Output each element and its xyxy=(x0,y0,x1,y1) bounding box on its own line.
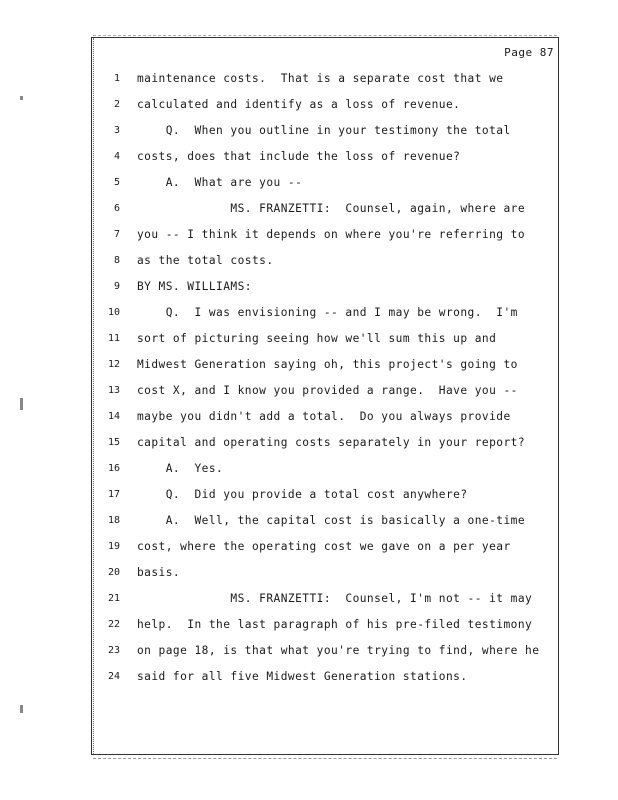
line-number: 8 xyxy=(113,255,120,266)
line-text: capital and operating costs separately in your report? xyxy=(137,436,526,449)
transcript-line xyxy=(0,514,618,540)
transcript-line xyxy=(0,176,618,202)
transcript-line xyxy=(0,124,618,150)
line-number: 13 xyxy=(107,385,120,396)
line-text: calculated and identify as a loss of revenue. xyxy=(137,98,461,111)
transcript-line xyxy=(0,72,618,98)
line-text: as the total costs. xyxy=(137,254,274,267)
line-number: 6 xyxy=(113,203,120,214)
transcript-line xyxy=(0,670,618,696)
line-text: A. Yes. xyxy=(137,462,224,475)
transcript-line xyxy=(0,618,618,644)
transcript-line xyxy=(0,436,618,462)
transcript-line xyxy=(0,306,618,332)
transcript-line xyxy=(0,150,618,176)
line-text: Q. When you outline in your testimony the total xyxy=(137,124,511,137)
transcript-line xyxy=(0,228,618,254)
transcript-line xyxy=(0,592,618,618)
transcript-line xyxy=(0,202,618,228)
transcript-line xyxy=(0,644,618,670)
line-text: you -- I think it depends on where you're referring to xyxy=(137,228,526,241)
line-number: 9 xyxy=(113,281,120,292)
line-text: said for all five Midwest Generation stations. xyxy=(137,670,468,683)
line-number: 7 xyxy=(113,229,120,240)
line-number: 24 xyxy=(107,671,120,682)
line-text: Q. I was envisioning -- and I may be wrong. I'm xyxy=(137,306,518,319)
line-number: 12 xyxy=(107,359,120,370)
line-text: Midwest Generation saying oh, this project's going to xyxy=(137,358,518,371)
line-number: 2 xyxy=(113,99,120,110)
line-number: 1 xyxy=(113,73,120,84)
line-number: 3 xyxy=(113,125,120,136)
transcript-line xyxy=(0,410,618,436)
line-text: sort of picturing seeing how we'll sum this up and xyxy=(137,332,497,345)
line-number: 15 xyxy=(107,437,120,448)
transcript-line xyxy=(0,462,618,488)
transcript-line xyxy=(0,566,618,592)
line-text: maybe you didn't add a total. Do you always provide xyxy=(137,410,511,423)
line-text: A. Well, the capital cost is basically a one-time xyxy=(137,514,526,527)
line-number: 23 xyxy=(107,645,120,656)
line-number: 11 xyxy=(107,333,120,344)
transcript-line xyxy=(0,384,618,410)
line-text: BY MS. WILLIAMS: xyxy=(137,280,252,293)
line-number: 17 xyxy=(107,489,120,500)
line-text: MS. FRANZETTI: Counsel, I'm not -- it may xyxy=(137,592,533,605)
line-text: A. What are you -- xyxy=(137,176,303,189)
line-text: MS. FRANZETTI: Counsel, again, where are xyxy=(137,202,526,215)
line-number: 4 xyxy=(113,151,120,162)
scan-mark-bottom xyxy=(20,705,23,713)
transcript-line xyxy=(0,98,618,124)
transcript-line xyxy=(0,254,618,280)
transcript-line xyxy=(0,280,618,306)
line-text: maintenance costs. That is a separate cost that we xyxy=(137,72,504,85)
line-number: 19 xyxy=(107,541,120,552)
line-number: 14 xyxy=(107,411,120,422)
transcript-line xyxy=(0,332,618,358)
line-text: cost X, and I know you provided a range. Have you -- xyxy=(137,384,518,397)
line-text: on page 18, is that what you're trying to find, where he xyxy=(137,644,540,657)
line-number: 20 xyxy=(107,567,120,578)
line-number: 21 xyxy=(107,593,120,604)
scan-bottom-edge xyxy=(93,758,557,759)
line-text: help. In the last paragraph of his pre-filed testimony xyxy=(137,618,533,631)
transcript-line xyxy=(0,488,618,514)
transcript-line xyxy=(0,358,618,384)
line-text: costs, does that include the loss of revenue? xyxy=(137,150,461,163)
line-number: 22 xyxy=(107,619,120,630)
line-text: Q. Did you provide a total cost anywhere? xyxy=(137,488,468,501)
line-text: basis. xyxy=(137,566,181,579)
line-text: cost, where the operating cost we gave on a per year xyxy=(137,540,511,553)
line-number: 5 xyxy=(113,177,120,188)
transcript-line xyxy=(0,540,618,566)
line-number: 16 xyxy=(107,463,120,474)
line-number: 18 xyxy=(107,515,120,526)
line-number: 10 xyxy=(107,307,120,318)
page-number-header: Page 87 xyxy=(504,46,554,59)
scan-top-edge xyxy=(93,35,557,36)
